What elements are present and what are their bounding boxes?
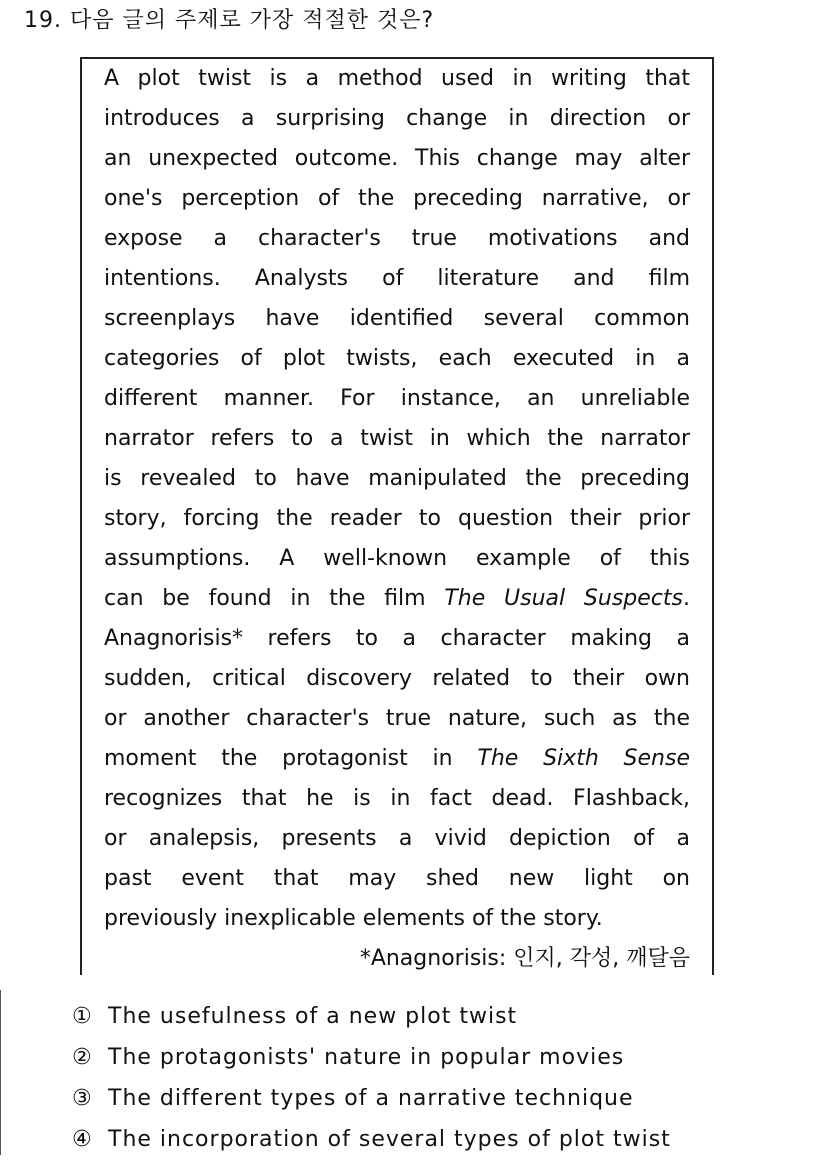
choice-number: ② [72, 1045, 93, 1070]
margin-rule [0, 990, 1, 1155]
passage-line: screenplays have identified several common [104, 306, 690, 331]
passage-line: an unexpected outcome. This change may alter [104, 146, 690, 171]
passage-line: narrator refers to a twist in which the narrator [104, 426, 690, 451]
film-title-sixth-sense: The Sixth Sense [477, 746, 690, 771]
question-title: 19. 다음 글의 주제로 가장 적절한 것은? [24, 8, 435, 33]
passage-line: introduces a surprising change in direction or [104, 106, 690, 131]
passage-line: story, forcing the reader to question their prior [104, 506, 690, 531]
choice-1[interactable] [72, 996, 671, 1037]
passage-text-segment: . [682, 586, 690, 611]
choice-text: The incorporation of several types of plot twist [108, 1127, 671, 1152]
passage-box [80, 57, 714, 975]
passage-line: sudden, critical discovery related to their own [104, 666, 690, 691]
choice-2[interactable] [72, 1037, 671, 1078]
choice-text: The different types of a narrative technique [108, 1086, 634, 1111]
passage-line: intentions. Analysts of literature and film [104, 266, 690, 291]
footnote: *Anagnorisis: 인지, 각성, 깨달음 [359, 946, 690, 971]
choice-text: The protagonists' nature in popular movies [108, 1045, 625, 1070]
answer-choices [72, 996, 671, 1160]
passage-text [104, 59, 690, 979]
choice-number: ③ [72, 1086, 93, 1111]
passage-line [104, 579, 690, 619]
passage-text-segment: moment the protagonist in [104, 746, 478, 771]
choice-4[interactable] [72, 1119, 671, 1160]
passage-line: is revealed to have manipulated the preceding [104, 466, 690, 491]
passage-line: expose a character's true motivations and [104, 226, 690, 251]
passage-line [104, 739, 690, 779]
passage-text-segment: can be found in the film [104, 586, 445, 611]
passage-line: categories of plot twists, each executed in a [104, 346, 690, 371]
passage-line: previously inexplicable elements of the story. [104, 906, 603, 931]
passage-line: one's perception of the preceding narrative, or [104, 186, 690, 211]
film-title-usual-suspects: The Usual Suspects [444, 586, 683, 611]
passage-line: Anagnorisis* refers to a character making a [104, 626, 690, 651]
choice-number: ④ [72, 1127, 93, 1152]
passage-line: or another character's true nature, such as the [104, 706, 690, 731]
passage-line: recognizes that he is in fact dead. Flashback, [104, 786, 690, 811]
choice-text: The usefulness of a new plot twist [108, 1004, 518, 1029]
passage-line: or analepsis, presents a vivid depiction of a [104, 826, 690, 851]
passage-line: assumptions. A well-known example of this [104, 546, 690, 571]
passage-line: past event that may shed new light on [104, 866, 690, 891]
passage-line: A plot twist is a method used in writing that [104, 66, 690, 91]
choice-number: ① [72, 1004, 93, 1029]
passage-line: different manner. For instance, an unreliable [104, 386, 690, 411]
choice-3[interactable] [72, 1078, 671, 1119]
